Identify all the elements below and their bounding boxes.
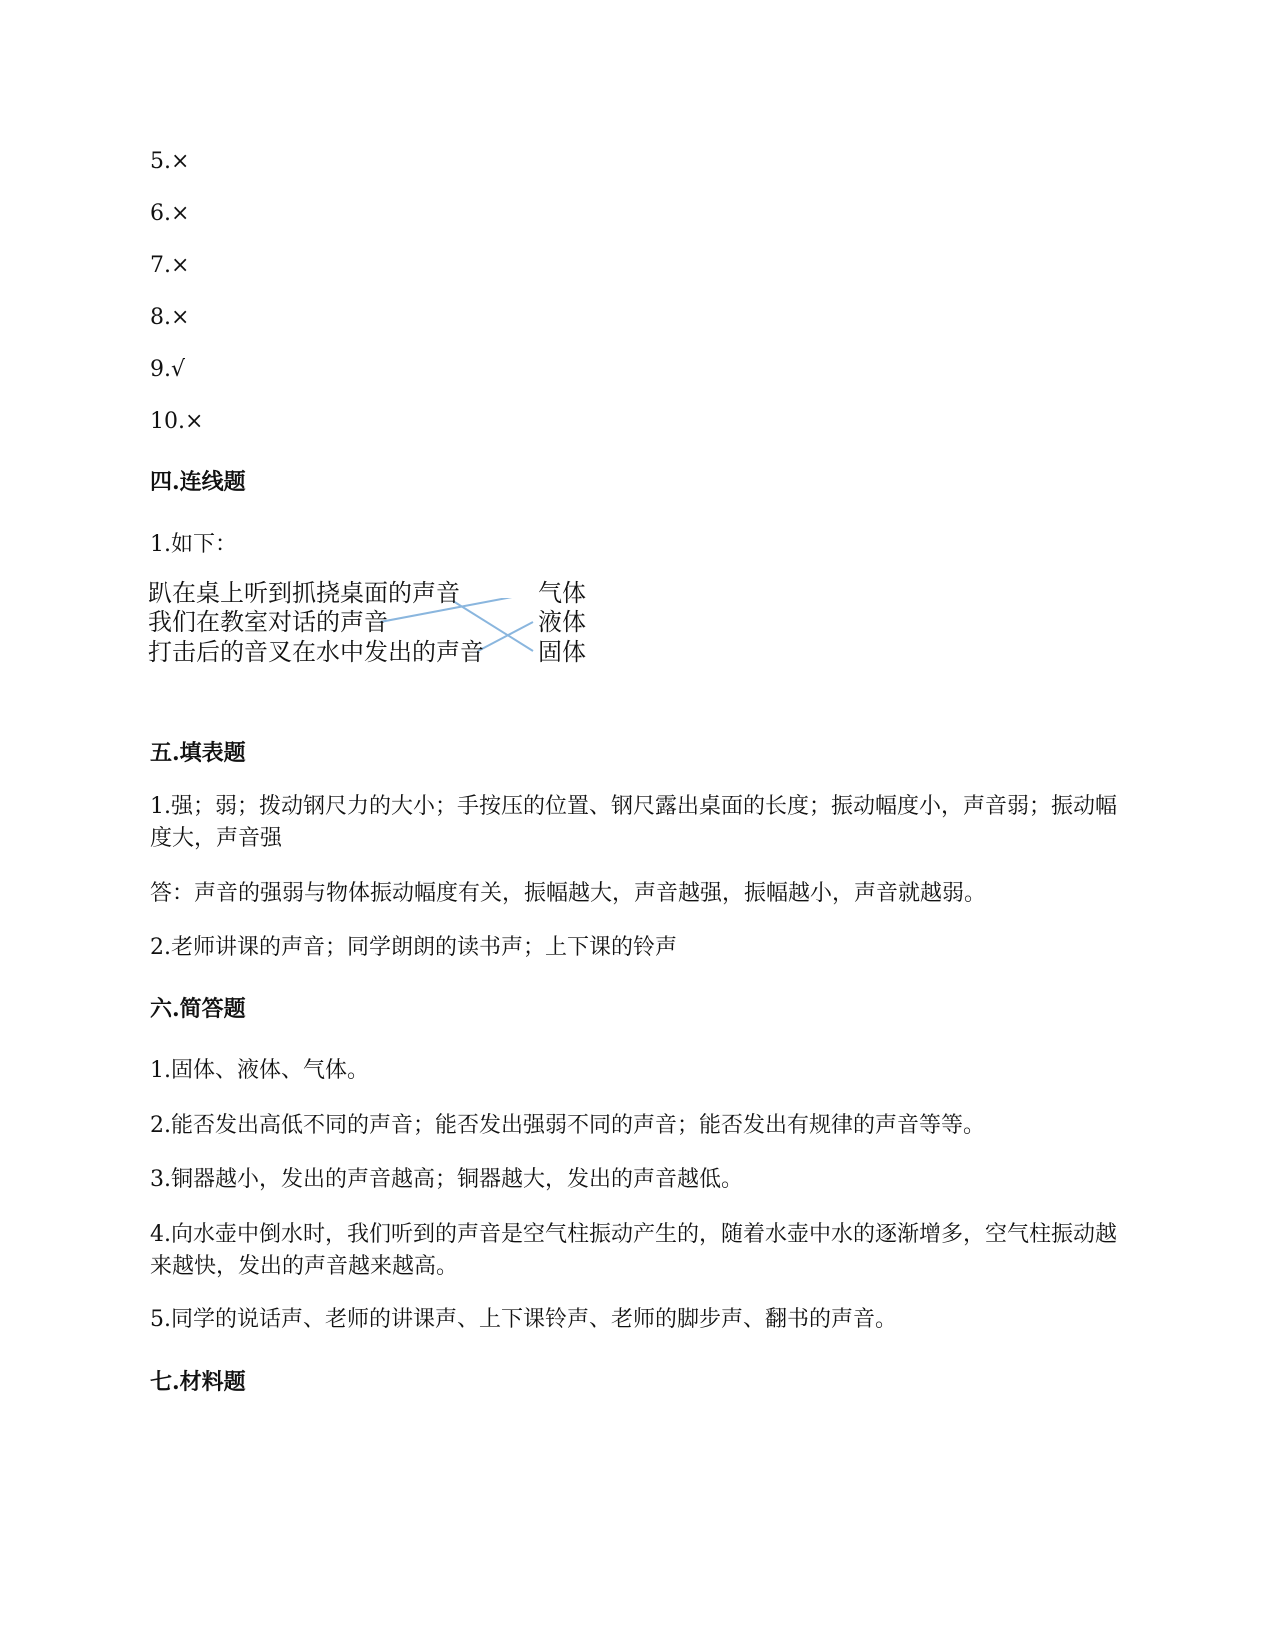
judgement-answer-7: 7.× xyxy=(150,253,190,278)
section-heading-short-answer: 六.简答题 xyxy=(150,996,246,1022)
match-right-item-1: 气体 xyxy=(538,579,586,607)
match-left-item-3: 打击后的音叉在水中发出的声音 xyxy=(148,638,484,666)
judgement-answer-5: 5.× xyxy=(150,149,190,174)
judgement-answer-9: 9.√ xyxy=(150,357,186,382)
match-right-item-2: 液体 xyxy=(538,608,586,636)
match-right-item-3: 固体 xyxy=(538,638,586,666)
judgement-answer-6: 6.× xyxy=(150,201,190,226)
judgement-answer-10: 10.× xyxy=(150,409,204,434)
short-answer-4: 4.向水壶中倒水时，我们听到的声音是空气柱振动产生的，随着水壶中水的逐渐增多，空气柱振动越来越快，发出的声音越来越高。 xyxy=(150,1222,1117,1279)
matching-question-1: 1.如下： xyxy=(150,532,237,557)
short-answer-3: 3.铜器越小，发出的声音越高；铜器越大，发出的声音越低。 xyxy=(150,1167,743,1192)
match-left-item-1: 趴在桌上听到抓挠桌面的声音 xyxy=(148,579,460,607)
short-answer-1: 1.固体、液体、气体。 xyxy=(150,1058,369,1083)
table-answer-2: 2.老师讲课的声音；同学朗朗的读书声；上下课的铃声 xyxy=(150,935,677,960)
section-heading-matching: 四.连线题 xyxy=(150,469,246,495)
short-answer-2: 2.能否发出高低不同的声音；能否发出强弱不同的声音；能否发出有规律的声音等等。 xyxy=(150,1113,985,1138)
judgement-answer-8: 8.× xyxy=(150,305,190,330)
section-heading-table: 五.填表题 xyxy=(150,740,246,766)
matching-diagram xyxy=(148,579,618,708)
table-answer-explanation: 答：声音的强弱与物体振动幅度有关，振幅越大，声音越强，振幅越小，声音就越弱。 xyxy=(150,881,987,906)
match-left-item-2: 我们在教室对话的声音 xyxy=(148,608,388,636)
short-answer-5: 5.同学的说话声、老师的讲课声、上下课铃声、老师的脚步声、翻书的声音。 xyxy=(150,1307,897,1332)
section-heading-material: 七.材料题 xyxy=(150,1369,246,1395)
table-answer-1: 1.强；弱；拨动钢尺力的大小；手按压的位置、钢尺露出桌面的长度；振动幅度小，声音弱；振动幅度大，声音强 xyxy=(150,794,1117,851)
